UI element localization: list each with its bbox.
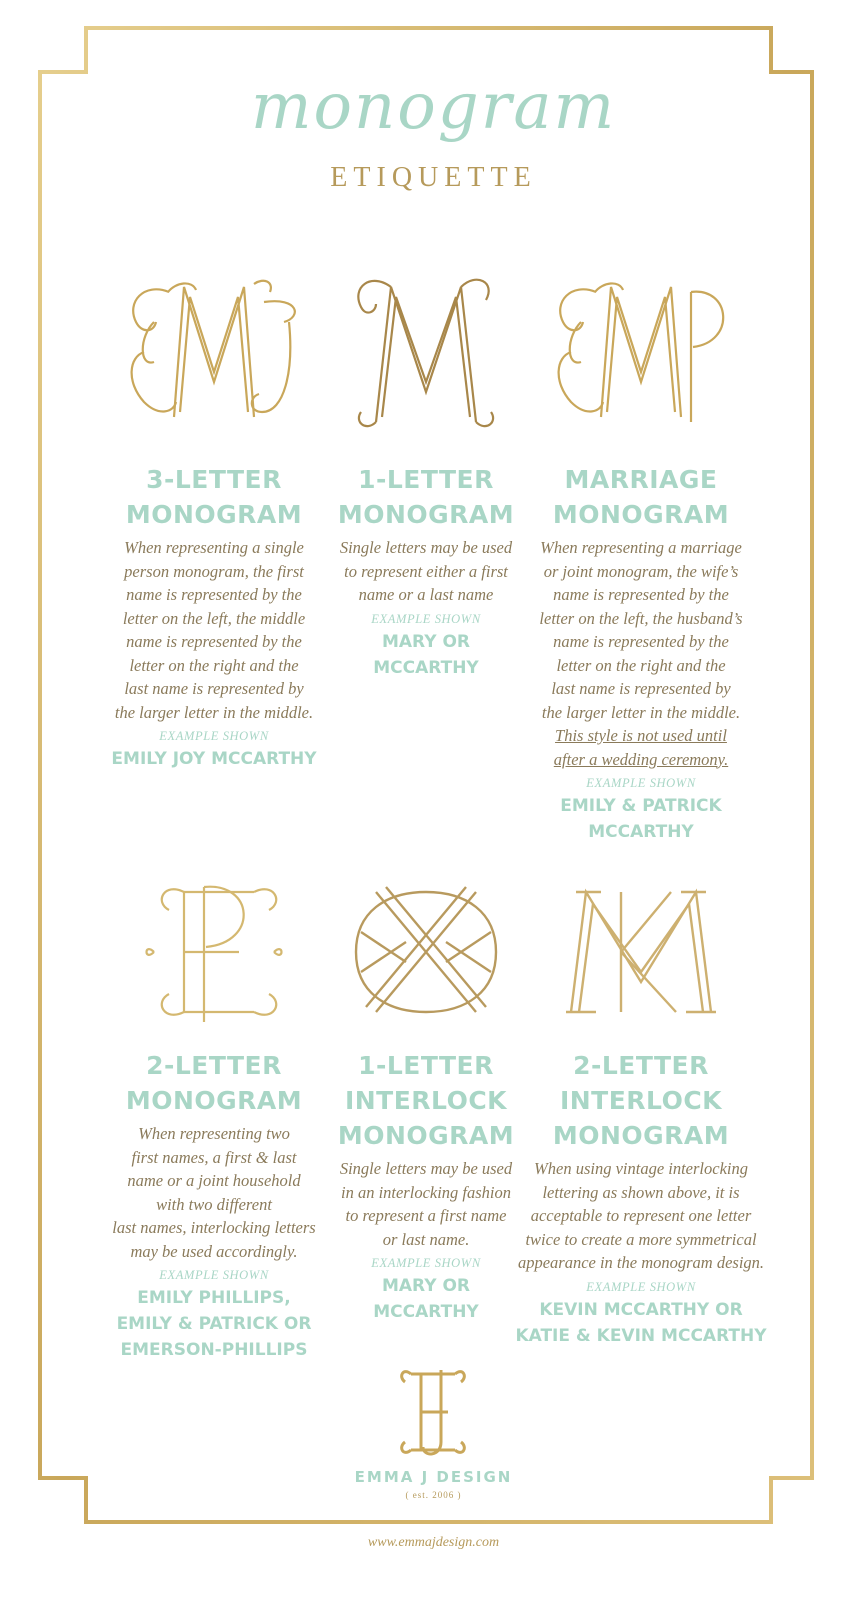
body-line: person monogram, the first (124, 561, 304, 581)
marriage-column (525, 262, 757, 845)
body-line: or last name. (382, 1229, 470, 1249)
one-letter-description (325, 536, 527, 607)
emp-monogram-icon (541, 262, 741, 442)
body-line: When representing a marriage (540, 538, 742, 557)
interlock-one-heading-3: MONOGRAM (337, 1121, 515, 1150)
example-value: KATIE & KEVIN MCCARTHY (515, 1325, 767, 1346)
body-line: first names, a first & last (131, 1147, 297, 1167)
body-line: name or a last name (358, 585, 494, 604)
marriage-heading-1: MARRIAGE (564, 465, 718, 494)
example-value: EMILY JOY MCCARTHY (111, 749, 317, 769)
example-value: EMERSON-PHILLIPS (120, 1340, 308, 1360)
example-value: MCCARTHY (373, 1302, 479, 1322)
interlock-two-heading-2: INTERLOCK (559, 1086, 723, 1115)
body-line: in an interlocking fashion (340, 1182, 512, 1202)
body-line: last name is represented by (551, 679, 731, 698)
brand-established: ( est. 2006 ) (405, 1490, 462, 1500)
underlined-note: This style is not used until (555, 726, 727, 745)
marriage-heading-2: MONOGRAM (552, 500, 730, 529)
km-monogram-icon (551, 872, 731, 1032)
body-line: name is represented by the (126, 585, 302, 604)
interlock-one-description (325, 1157, 527, 1251)
body-line: the larger letter in the middle. (114, 702, 314, 722)
body-line: name or a joint household (127, 1171, 301, 1190)
marriage-description (525, 536, 757, 771)
body-line: acceptable to represent one letter (530, 1206, 752, 1225)
body-line: name is represented by the (126, 632, 302, 651)
one-letter-column (325, 262, 527, 681)
example-value: MCCARTHY (373, 657, 479, 678)
example-label: EXAMPLE SHOWN (371, 611, 481, 626)
interlock-x-monogram-icon (336, 872, 516, 1032)
title-subtitle: ETIQUETTE (330, 162, 537, 193)
example-value: KEVIN MCCARTHY OR (539, 1299, 743, 1320)
body-line: last names, interlocking letters (112, 1218, 316, 1237)
interlock-two-description (510, 1157, 772, 1275)
body-line: letter on the right and the (556, 655, 726, 675)
body-line: last name is represented by (124, 679, 304, 698)
ep-monogram-icon (124, 872, 304, 1032)
body-line: name is represented by the (553, 632, 729, 651)
example-label: EXAMPLE SHOWN (159, 729, 269, 743)
body-line: or joint monogram, the wife’s (543, 561, 739, 581)
body-line: to represent either a first (344, 561, 508, 581)
title-script: monogram (250, 70, 617, 144)
three-letter-description (100, 536, 328, 724)
interlock-two-heading-3: MONOGRAM (552, 1121, 730, 1150)
body-line: When representing a single (124, 538, 304, 557)
underlined-note: after a wedding ceremony. (553, 749, 729, 769)
body-line: with two different (156, 1194, 272, 1214)
interlock-two-heading-1: 2-LETTER (573, 1051, 709, 1080)
brand-name: EMMA J DESIGN (354, 1468, 513, 1486)
example-label: EXAMPLE SHOWN (586, 776, 696, 790)
emj-monogram-icon (114, 262, 314, 442)
body-line: letter on the left, the middle (122, 608, 306, 628)
one-letter-heading-1: 1-LETTER (358, 465, 494, 494)
example-label: EXAMPLE SHOWN (586, 1279, 696, 1294)
body-line: name is represented by the (553, 585, 729, 604)
example-value: MARY OR (381, 631, 470, 652)
example-value: EMILY PHILLIPS, (137, 1288, 291, 1308)
one-letter-heading-2: MONOGRAM (337, 500, 515, 529)
three-letter-heading-2: MONOGRAM (125, 500, 303, 529)
two-letter-interlock-column (510, 872, 772, 1349)
two-letter-description (100, 1122, 328, 1263)
example-value: EMILY & PATRICK OR (116, 1314, 312, 1334)
body-line: lettering as shown above, it is (542, 1182, 740, 1202)
one-letter-interlock-column (325, 872, 527, 1325)
example-value: MCCARTHY (588, 822, 694, 842)
example-value: MARY OR (381, 1276, 470, 1296)
body-line: Single letters may be used (339, 538, 513, 557)
body-line: appearance in the monogram design. (517, 1253, 765, 1272)
ej-logo-icon (393, 1362, 473, 1462)
example-label: EXAMPLE SHOWN (159, 1268, 269, 1282)
m-monogram-icon (336, 262, 516, 442)
body-line: letter on the left, the husband’s (539, 608, 743, 628)
website-link[interactable]: www.emmajdesign.com (367, 1535, 500, 1550)
three-letter-column (100, 262, 328, 772)
example-label: EXAMPLE SHOWN (371, 1256, 481, 1270)
two-letter-heading-1: 2-LETTER (146, 1051, 282, 1080)
body-line: letter on the right and the (129, 655, 299, 675)
body-line: the larger letter in the middle. (541, 702, 741, 722)
two-letter-heading-2: MONOGRAM (125, 1086, 303, 1115)
three-letter-heading-1: 3-LETTER (146, 465, 282, 494)
two-letter-column (100, 872, 328, 1363)
body-line: may be used accordingly. (130, 1241, 298, 1261)
example-value: EMILY & PATRICK (560, 796, 722, 816)
body-line: to represent a first name (345, 1206, 507, 1225)
body-line: When representing two (138, 1124, 290, 1143)
interlock-one-heading-1: 1-LETTER (358, 1051, 494, 1080)
body-line: When using vintage interlocking (534, 1159, 748, 1178)
body-line: twice to create a more symmetrical (525, 1229, 757, 1249)
interlock-one-heading-2: INTERLOCK (344, 1086, 508, 1115)
body-line: Single letters may be used (339, 1159, 513, 1178)
